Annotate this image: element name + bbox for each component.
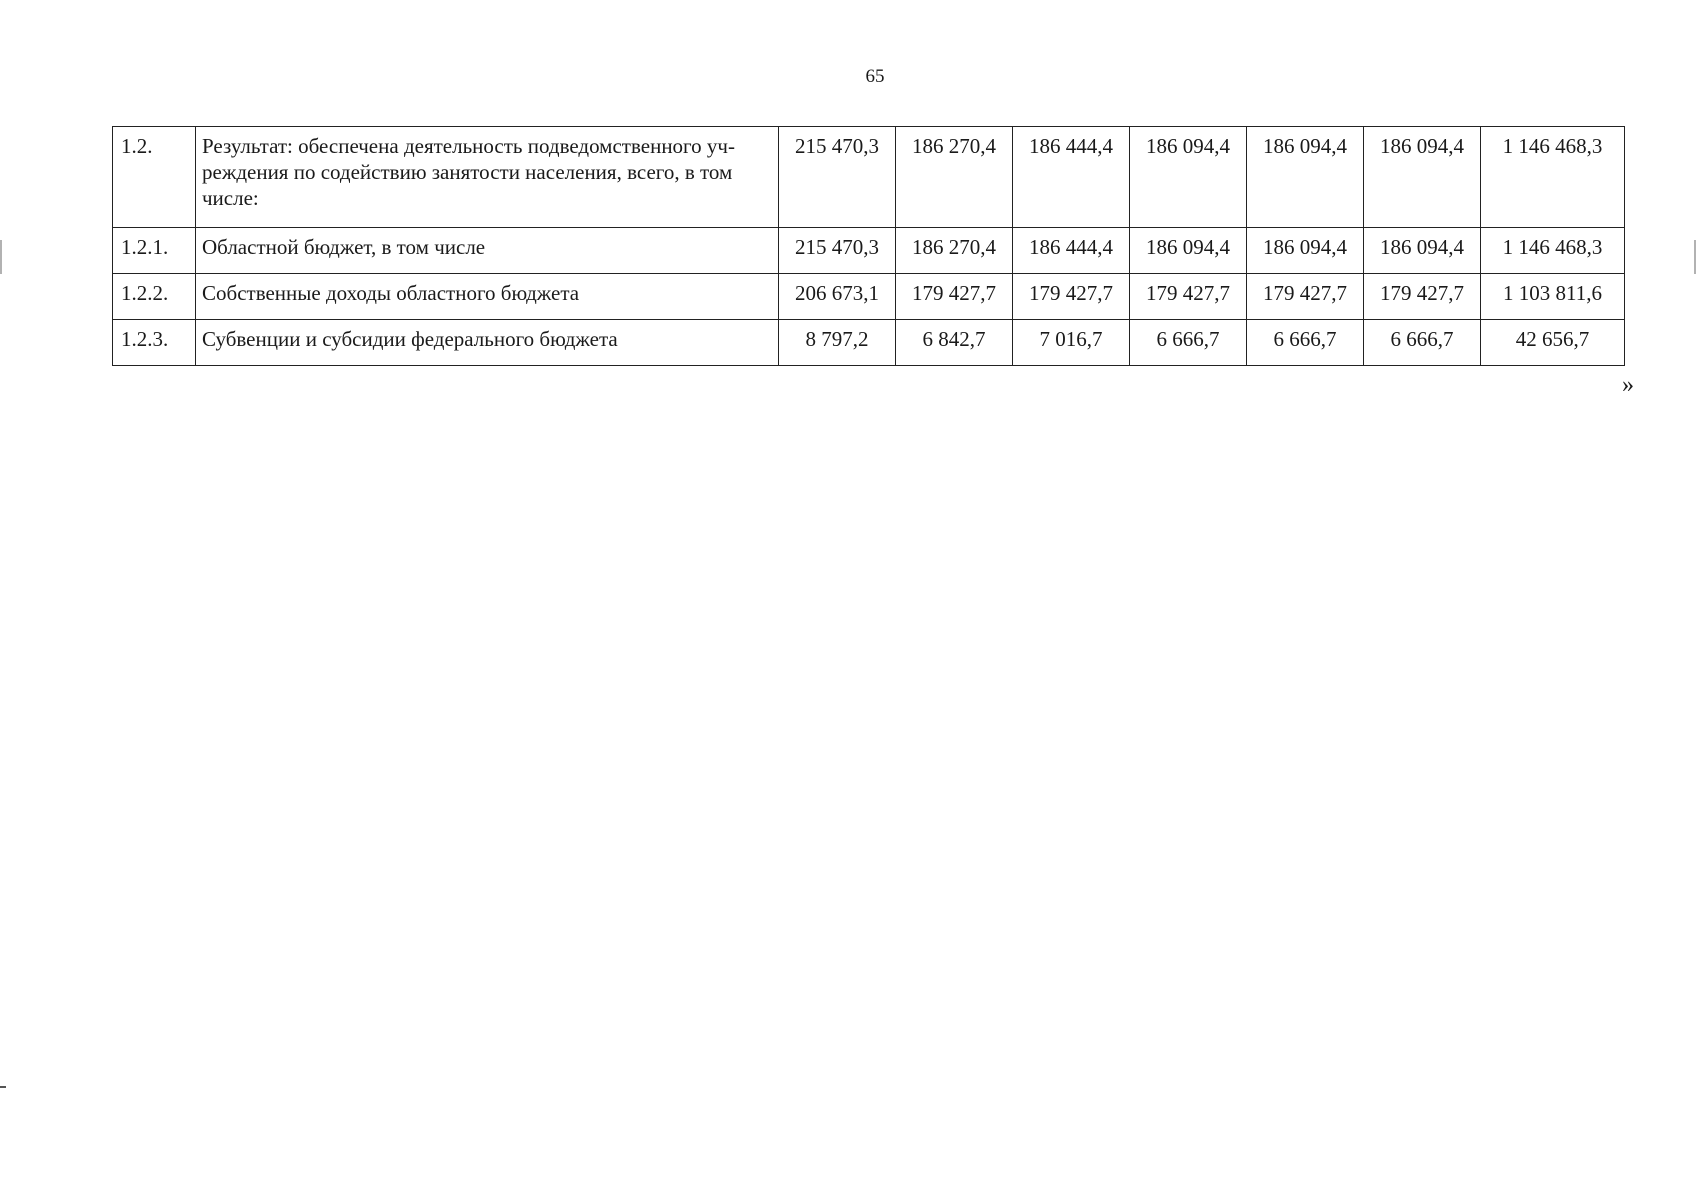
value-cell: 6 666,7 (1364, 320, 1481, 366)
value-cell: 6 666,7 (1130, 320, 1247, 366)
total-cell: 42 656,7 (1481, 320, 1625, 366)
value-cell: 8 797,2 (779, 320, 896, 366)
scan-edge-mark-right (1694, 240, 1696, 274)
row-description: Областной бюджет, в том числе (196, 228, 779, 274)
table-row (113, 320, 1625, 366)
value-cell: 7 016,7 (1013, 320, 1130, 366)
row-code: 1.2.2. (113, 274, 196, 320)
value-cell: 179 427,7 (896, 274, 1013, 320)
value-cell: 179 427,7 (1013, 274, 1130, 320)
page-number: 65 (865, 66, 885, 87)
closing-quote: » (1622, 372, 1634, 398)
value-cell: 6 842,7 (896, 320, 1013, 366)
row-code: 1.2.3. (113, 320, 196, 366)
value-cell: 179 427,7 (1247, 274, 1364, 320)
value-cell: 215 470,3 (779, 228, 896, 274)
table-row (113, 127, 1625, 228)
value-cell: 186 444,4 (1013, 228, 1130, 274)
scan-edge-mark-bottom-left (0, 1086, 6, 1088)
value-cell: 206 673,1 (779, 274, 896, 320)
row-description: Результат: обеспечена деятельность подведомственного уч-реждения по содействию занятости населения, всего, в том числе: (196, 127, 779, 228)
value-cell: 215 470,3 (779, 127, 896, 228)
table-row (113, 228, 1625, 274)
table-row (113, 274, 1625, 320)
row-description: Собственные доходы областного бюджета (196, 274, 779, 320)
value-cell: 186 270,4 (896, 127, 1013, 228)
value-cell: 6 666,7 (1247, 320, 1364, 366)
value-cell: 179 427,7 (1364, 274, 1481, 320)
row-description: Субвенции и субсидии федерального бюджета (196, 320, 779, 366)
budget-table (112, 126, 1625, 366)
total-cell: 1 103 811,6 (1481, 274, 1625, 320)
value-cell: 186 094,4 (1247, 228, 1364, 274)
value-cell: 179 427,7 (1130, 274, 1247, 320)
value-cell: 186 094,4 (1130, 127, 1247, 228)
value-cell: 186 094,4 (1364, 127, 1481, 228)
row-code: 1.2.1. (113, 228, 196, 274)
value-cell: 186 094,4 (1247, 127, 1364, 228)
value-cell: 186 270,4 (896, 228, 1013, 274)
total-cell: 1 146 468,3 (1481, 228, 1625, 274)
value-cell: 186 094,4 (1130, 228, 1247, 274)
value-cell: 186 444,4 (1013, 127, 1130, 228)
total-cell: 1 146 468,3 (1481, 127, 1625, 228)
row-code: 1.2. (113, 127, 196, 228)
scan-edge-mark-left (0, 240, 2, 274)
value-cell: 186 094,4 (1364, 228, 1481, 274)
